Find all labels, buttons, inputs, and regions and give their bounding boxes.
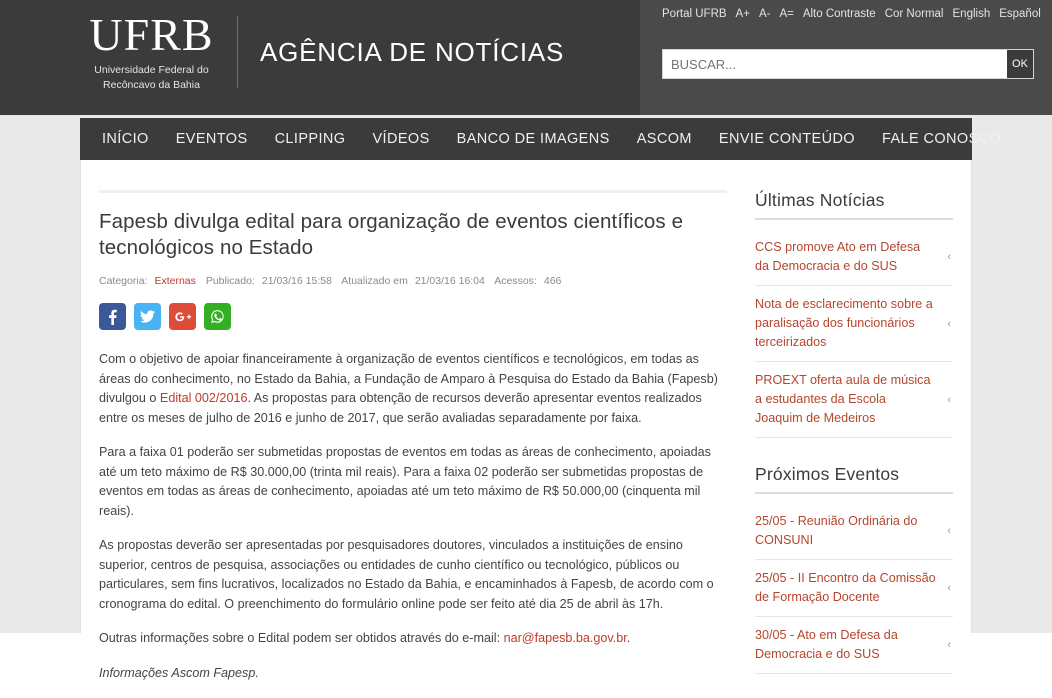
chevron-left-icon: ‹ <box>947 251 951 263</box>
article-paragraph-4 <box>99 629 723 649</box>
edital-link[interactable]: Edital 002/2016 <box>159 391 248 405</box>
whatsapp-share-icon[interactable] <box>204 303 231 330</box>
article-body <box>99 350 723 683</box>
meta-published-label: Publicado: <box>205 275 255 287</box>
news-link-2[interactable]: Nota de esclarecimento sobre a paralisação dos funcionários terceirizados <box>755 297 933 349</box>
utility-link-english[interactable]: English <box>952 8 991 20</box>
chevron-left-icon: ‹ <box>947 393 951 406</box>
article-paragraph-3: As propostas deverão ser apresentadas por pesquisadores doutores, vinculados a instituições de ensino superior, centros de pesquisa, associações ou entidades de cunho científico ou tecnológico, públicos ou particulares, sem fins lucrativos, localizados no Estado da Bahia, e encaminhados à Fapesb, de acordo com o cronograma do edital. O preenchimento do formulário online pode ser feito até dia 25 de abril às 17h. <box>99 538 714 611</box>
article-meta <box>99 275 723 287</box>
logo-wordmark: UFRB <box>89 9 214 60</box>
nav-item-inicio[interactable]: INÍCIO <box>102 131 149 147</box>
email-link[interactable]: nar@fapesb.ba.gov.br <box>503 631 627 645</box>
site-header <box>0 0 1052 115</box>
list-item[interactable] <box>755 362 953 438</box>
latest-news-list <box>755 229 953 438</box>
sidebar <box>755 190 953 674</box>
meta-category-label: Categoria: <box>99 275 148 287</box>
meta-updated-value: 21/03/16 16:04 <box>414 275 485 287</box>
nav-item-videos[interactable]: VÍDEOS <box>372 131 430 147</box>
meta-category-link[interactable]: Externas <box>154 275 196 287</box>
brand[interactable] <box>84 8 564 96</box>
meta-hits-label: Acessos: <box>494 275 537 287</box>
ufrb-logo[interactable] <box>84 8 219 96</box>
p1-text-b: . As propostas para obtenção de recursos deverão apresentar eventos realizados entre os meses de julho de 2016 e junho de 2017, que serão avaliadas separadamente por faixa. <box>99 391 702 425</box>
utility-link-increase-font[interactable]: A+ <box>735 8 750 20</box>
utility-link-high-contrast[interactable]: Alto Contraste <box>802 8 876 20</box>
logo-subtitle-line1: Universidade Federal do <box>94 64 209 76</box>
article-source-note: Informações Ascom Fapesp. <box>99 665 259 680</box>
search-submit-button[interactable]: OK <box>1007 50 1033 78</box>
search-box[interactable] <box>662 49 1034 79</box>
utility-links <box>662 8 1041 20</box>
nav-item-banco-de-imagens[interactable]: BANCO DE IMAGENS <box>456 131 610 147</box>
utility-link-normal-color[interactable]: Cor Normal <box>884 8 944 20</box>
nav-item-clipping[interactable]: CLIPPING <box>274 131 346 147</box>
utility-link-espanol[interactable]: Español <box>999 8 1041 20</box>
p4-text-b: . <box>626 631 631 645</box>
article <box>99 190 727 698</box>
article-paragraph-1 <box>99 350 723 428</box>
nav-item-fale-conosco[interactable]: FALE CONOSCO <box>882 131 1002 147</box>
event-link-2[interactable]: 25/05 - II Encontro da Comissão de Formação Docente <box>755 571 936 604</box>
article-paragraph-2: Para a faixa 01 poderão ser submetidas propostas de eventos em todas as áreas de conhecimento, apoiadas até um teto máximo de R$ 30.000,00 (trinta mil reais). Para a faixa 02 poderão ser submetidas propostas de eventos em todas as áreas de conhecimento, apoiadas até um teto máximo de R$ 50.000,00 (cinquenta mil reais). <box>99 445 711 518</box>
brand-divider <box>237 16 238 88</box>
utility-panel <box>640 0 1052 115</box>
utility-link-reset-font[interactable]: A= <box>779 8 794 20</box>
event-link-3[interactable]: 30/05 - Ato em Defesa da Democracia e do SUS <box>755 628 898 661</box>
utility-link-decrease-font[interactable]: A- <box>758 8 771 20</box>
event-link-1[interactable]: 25/05 - Reunião Ordinária do CONSUNI <box>755 514 918 547</box>
meta-published-value: 21/03/16 15:58 <box>261 275 332 287</box>
utility-link-portal-ufrb[interactable]: Portal UFRB <box>662 8 727 20</box>
p4-text-a: Outras informações sobre o Edital podem ser obtidos através do e-mail: <box>99 631 504 645</box>
page-title: Fapesb divulga edital para organização de eventos científicos e tecnológicos no Estado <box>99 210 684 259</box>
list-item[interactable] <box>755 229 953 286</box>
nav-item-envie-conteudo[interactable]: ENVIE CONTEÚDO <box>718 131 855 147</box>
news-link-3[interactable]: PROEXT oferta aula de música a estudantes da Escola Joaquim de Medeiros <box>755 373 931 425</box>
meta-hits-value: 466 <box>543 275 562 287</box>
sidebar-heading-latest-news: Últimas Notícias <box>755 190 953 220</box>
chevron-left-icon: ‹ <box>947 525 951 537</box>
news-link-1[interactable]: CCS promove Ato em Defesa da Democracia e do SUS <box>755 240 921 273</box>
upcoming-events-list <box>755 503 953 674</box>
facebook-share-icon[interactable] <box>99 303 126 330</box>
list-item[interactable] <box>755 617 953 674</box>
google-plus-share-icon[interactable] <box>169 303 196 330</box>
chevron-left-icon: ‹ <box>947 317 951 330</box>
chevron-left-icon: ‹ <box>947 639 951 651</box>
logo-subtitle-line2: Recôncavo da Bahia <box>103 79 200 91</box>
list-item[interactable] <box>755 503 953 560</box>
sidebar-heading-upcoming-events: Próximos Eventos <box>755 464 953 494</box>
main-navigation <box>80 118 1002 160</box>
list-item[interactable] <box>755 286 953 362</box>
site-title: AGÊNCIA DE NOTÍCIAS <box>260 36 565 67</box>
list-item[interactable] <box>755 560 953 617</box>
twitter-share-icon[interactable] <box>134 303 161 330</box>
content-shell <box>80 160 972 680</box>
meta-updated-label: Atualizado em <box>341 275 408 287</box>
share-buttons <box>99 303 723 330</box>
nav-item-eventos[interactable]: EVENTOS <box>175 131 248 147</box>
search-input[interactable] <box>663 50 1007 78</box>
nav-item-ascom[interactable]: ASCOM <box>636 131 692 147</box>
p1-text-a: Com o objetivo de apoiar financeiramente à organização de eventos científicos e tecnológicos, em todas as áreas do conhecimento, no Estado da Bahia, a Fundação de Amparo à Pesquisa do Estado da Bahia (Fapesb) divulgou o <box>99 352 718 405</box>
chevron-left-icon: ‹ <box>947 582 951 594</box>
